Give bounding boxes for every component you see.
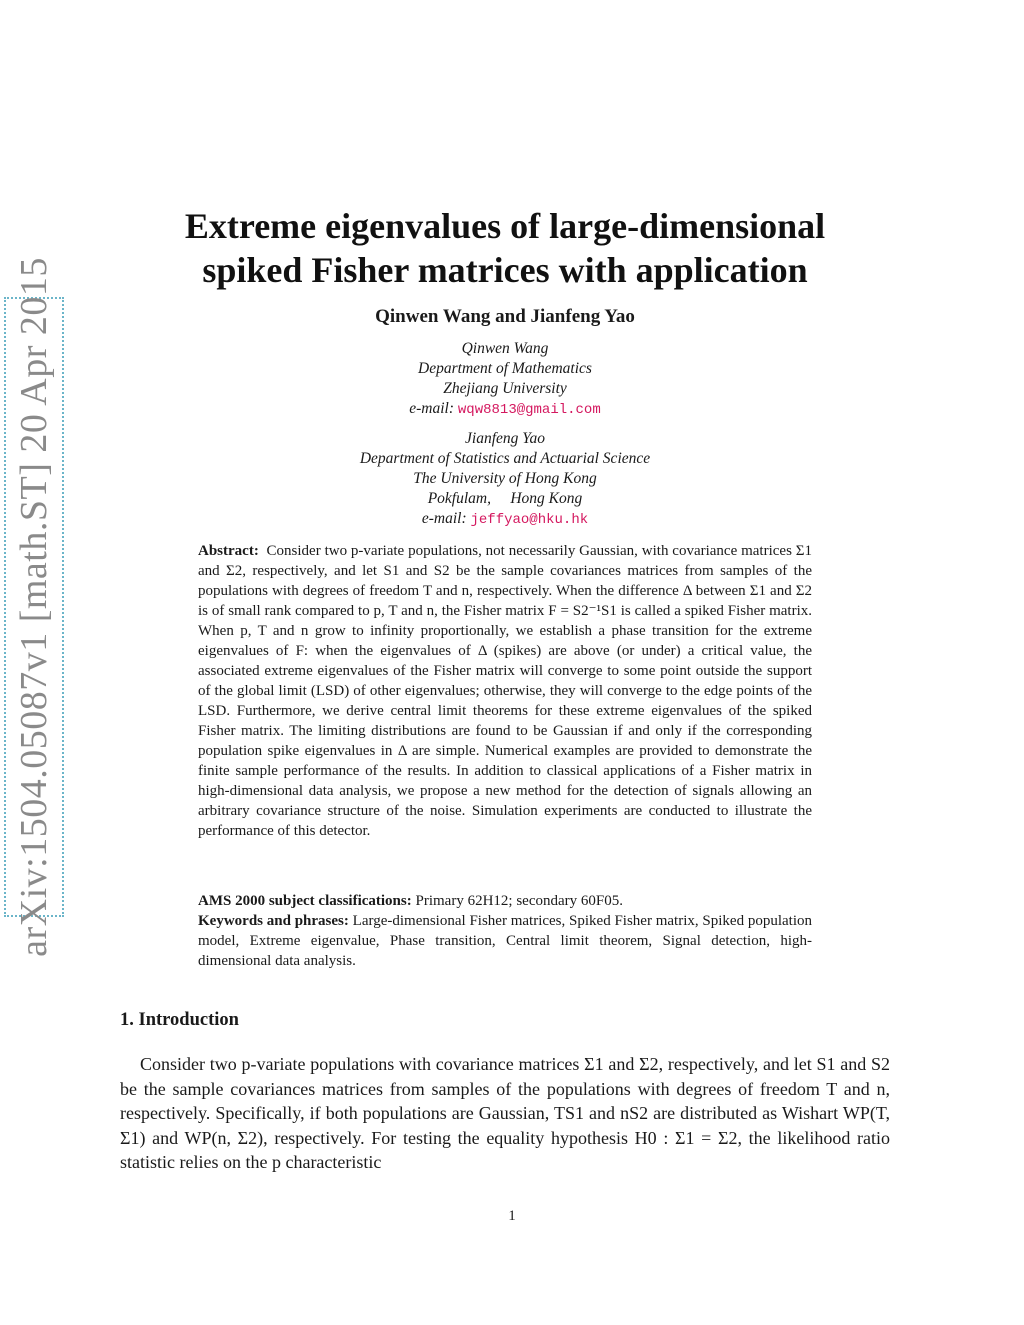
page-number: 1	[508, 1208, 516, 1224]
keywords-label: Keywords and phrases:	[198, 913, 349, 929]
paper-title	[120, 204, 890, 292]
arxiv-stamp-text[interactable]: arXiv:1504.05087v1 [math.ST] 20 Apr 2015	[13, 257, 55, 957]
affil1-univ: Zhejiang University	[443, 380, 567, 397]
affiliation-1	[120, 339, 890, 420]
introduction-paragraph	[120, 1052, 890, 1175]
affil1-email-link[interactable]: wqw8813@gmail.com	[457, 402, 601, 418]
section-heading-introduction: 1. Introduction	[120, 1010, 239, 1030]
abstract-label: Abstract:	[198, 543, 259, 559]
keywords-text: Large-dimensional Fisher matrices, Spiked Fisher matrix, Spiked population model, Extreme eigenvalue, Phase transition, Central limit theorem, Signal detection, high-dimensional data analysis.	[198, 913, 812, 969]
title-line-2: spiked Fisher matrices with application	[202, 250, 808, 290]
ams-text: Primary 62H12; secondary 60F05.	[415, 893, 623, 909]
affil2-dept: Department of Statistics and Actuarial Science	[359, 450, 651, 467]
ams-label: AMS 2000 subject classifications:	[198, 893, 412, 909]
affil1-name: Qinwen Wang	[461, 340, 549, 357]
classification-block	[198, 891, 812, 971]
abstract	[198, 541, 812, 841]
title-line-1: Extreme eigenvalues of large-dimensional	[184, 206, 826, 246]
affil2-email-link[interactable]: jeffyao@hku.hk	[470, 512, 589, 528]
intro-text: Consider two p-variate populations with covariance matrices Σ1 and Σ2, respectively, and let S1 and S2 be the sample covariances matrices from samples of the populations with degrees of freedom T and n, respectively. Specifically, if both populations are Gaussian, TS1 and nS2 are distributed as Wishart WP(T, Σ1) and WP(n, Σ2), respectively. For testing the equality hypothesis H0 : Σ1 = Σ2, the likelihood ratio statistic relies on the p characteristic	[120, 1054, 890, 1172]
affil1-email-label: e-mail:	[409, 400, 455, 417]
arxiv-stamp	[4, 257, 64, 957]
affiliation-2	[120, 429, 890, 530]
authors: Qinwen Wang and Jianfeng Yao	[375, 306, 635, 327]
affil2-city: Pokfulam,	[427, 490, 491, 507]
affil2-univ: The University of Hong Kong	[413, 470, 597, 487]
abstract-text: Consider two p-variate populations, not necessarily Gaussian, with covariance matrices Σ1 and Σ2, respectively, and let S1 and S2 be the sample covariances matrices from samples of the populations with degrees of freedom T and n, respectively. When the difference Δ between Σ1 and Σ2 is of small rank compared to p, T and n, the Fisher matrix F = S2⁻¹S1 is called a spiked Fisher matrix. When p, T and n grow to infinity proportionally, we establish a phase transition for the extreme eigenvalues of F: when the eigenvalues of Δ (spikes) are above (or under) a critical value, the associated extreme eigenvalues of the Fisher matrix will converge to some point outside the support of the global limit (LSD) of other eigenvalues; otherwise, they will converge to the edge points of the LSD. Furthermore, we derive central limit theorems for these extreme eigenvalues of the spiked Fisher matrix. The limiting distributions are found to be Gaussian if and only if the corresponding population spike eigenvalues in Δ are simple. Numerical examples are provided to demonstrate the finite sample performance of the results. In addition to classical applications of a Fisher matrix in high-dimensional data analysis, we propose a new method for the detection of signals allowing an arbitrary covariance structure of the noise. Simulation experiments are conducted to illustrate the performance of this detector.	[198, 543, 812, 839]
affil2-region: Hong Kong	[510, 490, 583, 507]
affil2-name: Jianfeng Yao	[465, 430, 545, 447]
affil2-email-label: e-mail:	[421, 510, 467, 527]
affil1-dept: Department of Mathematics	[418, 360, 592, 377]
